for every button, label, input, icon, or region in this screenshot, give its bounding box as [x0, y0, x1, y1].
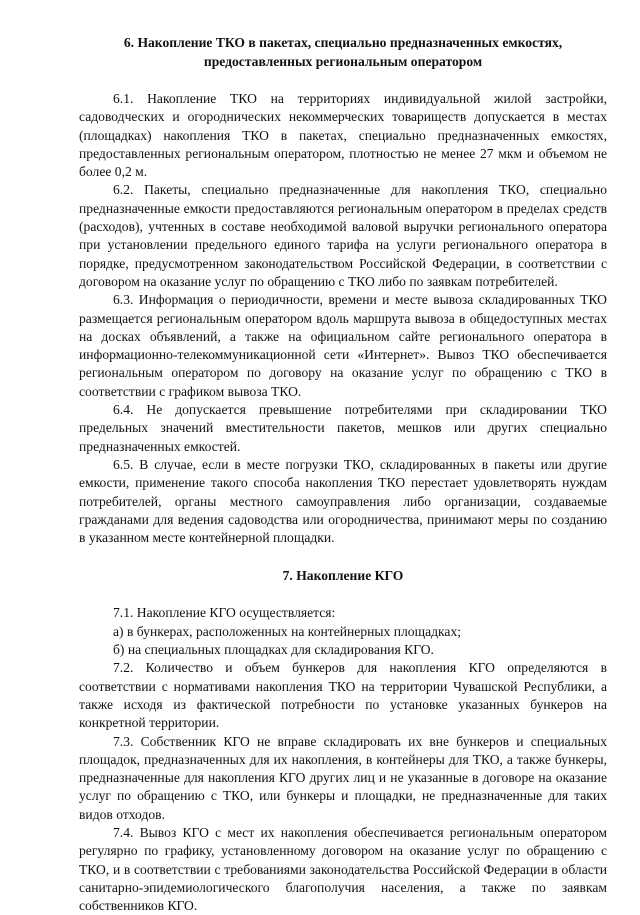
section-6-title-line-1: 6. Накопление ТКО в пакетах, специально предназначенных емкостях,: [123, 35, 563, 50]
section-6-title: [79, 33, 607, 71]
section-6-title-line-2: предоставленных региональным оператором: [203, 54, 483, 69]
paragraph-7-3: 7.3. Собственник КГО не вправе складировать их вне бункеров и специальных площадок, предназначенных для их накопления, в контейнеры для ТКО, а также бункеры, предназначенные для накопления КГО других лиц и не указанные в договоре на оказание услуг по обращению с ТКО, или бункеры и площадки, не предназначенные для таких видов отходов.: [79, 733, 607, 822]
section-7-title: 7. Накопление КГО: [282, 568, 404, 584]
paragraph-6-2: 6.2. Пакеты, специально предназначенные для накопления ТКО, специально предназначенные емкости предоставляются региональным оператором в пределах средств (расходов), учтенных в составе необходимой валовой выручки регионального оператора при установлении предельного единого тарифа на услуги регионального оператора в порядке, предусмотренном законодательством Российской Федерации, в соответствии с договором на оказание услуг по обращению с ТКО либо по заявкам потребителей.: [79, 182, 607, 289]
paragraph-6-3: 6.3. Информация о периодичности, времени и месте вывоза складированных ТКО размещается региональным оператором вдоль маршрута вывоза в общедоступных местах на досках объявлений, а также на официальном сайте регионального оператора в информационно-телекоммуникационной сети «Интернет». Вывоз ТКО обеспечивается региональным оператором по договору на оказание услуг по обращению с ТКО в соответствии с графиком вывоза ТКО.: [79, 292, 607, 399]
paragraph-6-1: 6.1. Накопление ТКО на территориях индивидуальной жилой застройки, садоводческих и огороднических некоммерческих товариществ допускается в местах (площадках) накопления ТКО в пакетах, специально предназначенных емкостях, предоставленных региональным оператором, плотностью не менее 27 мкм и объемом не более 0,2 м.: [79, 91, 607, 180]
paragraph-7-4: 7.4. Вывоз КГО с мест их накопления обеспечивается региональным оператором регулярно по графику, установленному договором на оказание услуг по обращению с ТКО, и в соответствии с требованиями законодательства Российской Федерации в области санитарно-эпидемиологического благополучия населения, а также по заявкам собственников КГО.: [79, 824, 607, 914]
paragraph-7-1: 7.1. Накопление КГО осуществляется:: [113, 605, 336, 621]
paragraph-6-4: 6.4. Не допускается превышение потребителями при складировании ТКО предельных значений вместительности пакетов, мешков или других специально предназначенных емкостей.: [79, 402, 607, 454]
paragraph-6-5: 6.5. В случае, если в месте погрузки ТКО, складированных в пакеты или другие емкости, применение такого способа накопления ТКО перестает удовлетворять нуждам потребителей, органы местного самоуправления либо организации, создаваемые гражданами для ведения садоводства или огородничества, принимают меры по созданию в указанном месте контейнерной площадки.: [79, 456, 607, 546]
list-item-b: б) на специальных площадках для складирования КГО.: [113, 642, 434, 658]
list-item-a: а) в бункерах, расположенных на контейнерных площадках;: [113, 623, 462, 639]
section-6-body: [79, 90, 607, 547]
paragraph-7-2: 7.2. Количество и объем бункеров для накопления КГО определяются в соответствии с нормативами накопления ТКО на территории Чувашской Республики, а также исходя из фактической потребности по установке указанных бункеров на конкретной территории.: [79, 660, 607, 731]
section-7-body: [79, 604, 607, 915]
